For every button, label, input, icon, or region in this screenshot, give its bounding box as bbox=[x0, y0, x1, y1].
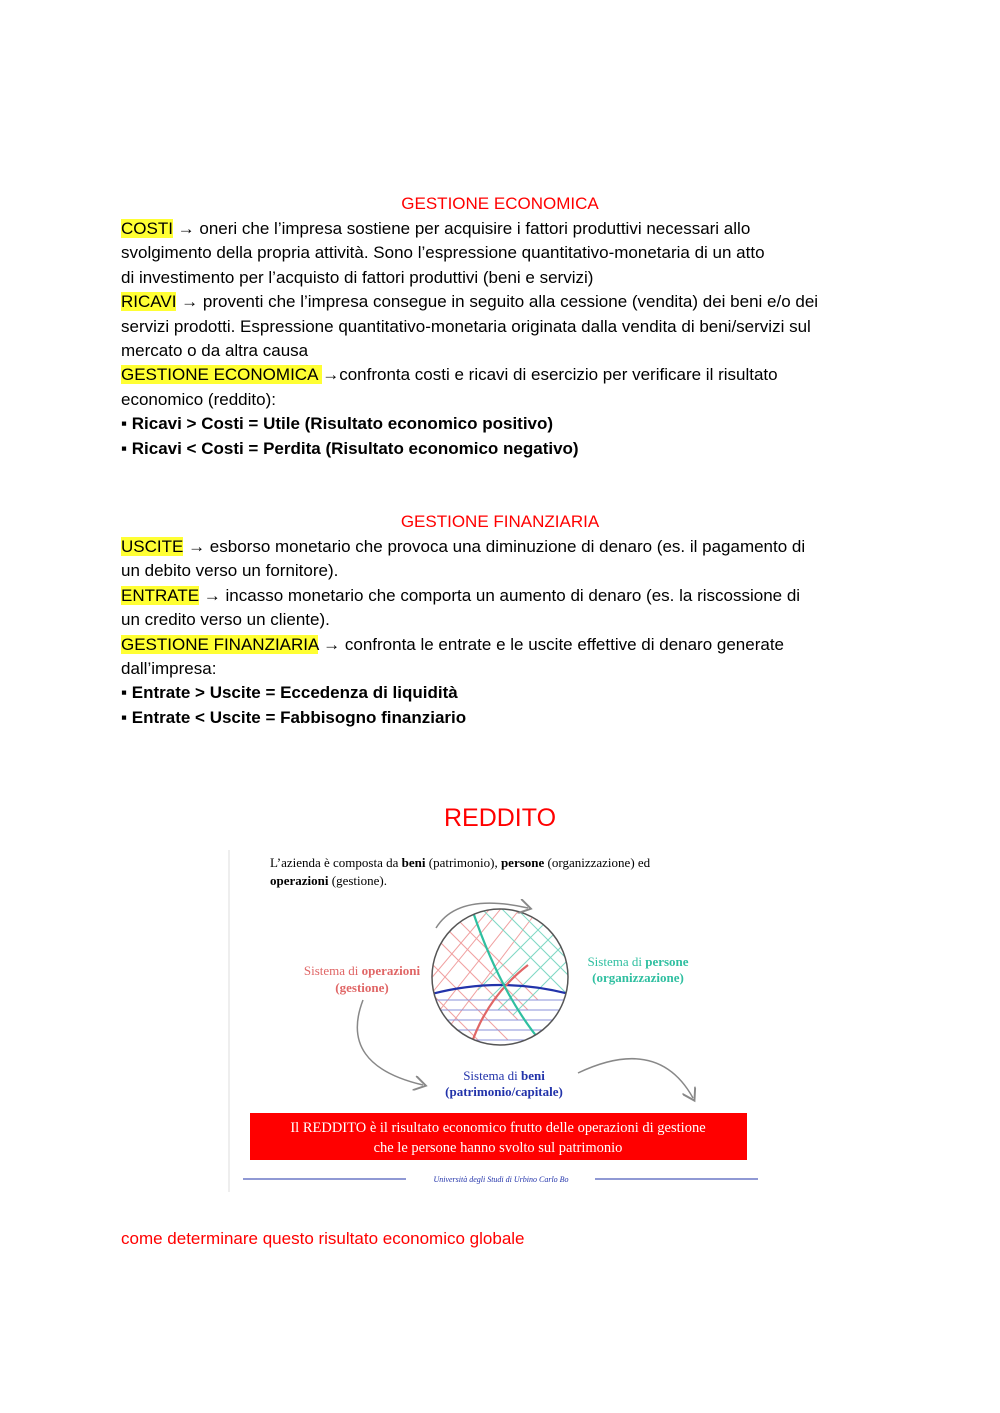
reddito-box-line-2: che le persone hanno svolto sul patrimonio bbox=[373, 1140, 623, 1156]
gestione-economica-line-1 bbox=[121, 363, 891, 387]
gestione-economica-text-1: →confronta costi e ricavi di esercizio per verificare il risultato bbox=[322, 365, 778, 385]
gestione-economica-term: GESTIONE ECONOMICA bbox=[121, 365, 323, 385]
persone-label-1: Sistema di persone bbox=[587, 954, 689, 969]
footer-university: Università degli Studi di Urbino Carlo Bo bbox=[433, 1175, 569, 1184]
costi-line-2: svolgimento della propria attività. Sono l’espressione quantitativo-monetaria di un atto bbox=[121, 243, 765, 263]
ricavi-term: RICAVI bbox=[121, 292, 177, 312]
ricavi-text-1: → proventi che l’impresa consegue in seguito alla cessione (vendita) dei beni e/o dei bbox=[176, 292, 819, 312]
finanziaria-bullet-2: ▪ Entrate < Uscite = Fabbisogno finanziario bbox=[121, 707, 467, 727]
economica-bullet-1: ▪ Ricavi > Costi = Utile (Risultato economico positivo) bbox=[121, 414, 554, 434]
left-arrow bbox=[357, 1000, 423, 1085]
beni-label-1: Sistema di beni bbox=[463, 1068, 545, 1083]
economica-title: GESTIONE ECONOMICA bbox=[401, 194, 599, 213]
reddito-diagram bbox=[228, 850, 758, 1192]
figure-intro-line-1: L’azienda è composta da beni (patrimonio), persone (organizzazione) ed bbox=[270, 855, 651, 870]
closing-note: come determinare questo risultato economico globale bbox=[121, 1229, 525, 1248]
entrate-line-2: un credito verso un cliente). bbox=[121, 610, 330, 630]
figure-intro-line-2: operazioni (gestione). bbox=[270, 873, 387, 888]
finanziaria-title: GESTIONE FINANZIARIA bbox=[400, 512, 600, 531]
gestione-finanziaria-term: GESTIONE FINANZIARIA bbox=[121, 634, 319, 654]
economica-section bbox=[121, 217, 891, 461]
uscite-text-1: → esborso monetario che provoca una diminuzione di denaro (es. il pagamento di bbox=[183, 537, 806, 556]
costi-line-3: di investimento per l’acquisto di fattori produttivi (beni e servizi) bbox=[121, 267, 594, 287]
reddito-title: REDDITO bbox=[443, 804, 557, 832]
reddito-figure bbox=[228, 850, 758, 1192]
finanziaria-section bbox=[121, 535, 891, 730]
beni-label-2: (patrimonio/capitale) bbox=[445, 1084, 563, 1099]
uscite-term: USCITE bbox=[121, 537, 184, 556]
costi-term: COSTI bbox=[121, 219, 173, 238]
ricavi-line-2: servizi prodotti. Espressione quantitativo-monetaria originata dalla vendita di beni/servizi sul bbox=[121, 316, 811, 336]
gestione-finanziaria-line-1 bbox=[121, 633, 891, 657]
costi-text-1: → oneri che l’impresa sostiene per acquisire i fattori produttivi necessari allo bbox=[172, 219, 751, 238]
uscite-line-2: un debito verso un fornitore). bbox=[121, 561, 339, 581]
entrate-line-1 bbox=[121, 584, 891, 608]
ricavi-line-1 bbox=[121, 290, 891, 314]
gestione-economica-line-2: economico (reddito): bbox=[121, 389, 276, 409]
persone-label-2: (organizzazione) bbox=[592, 970, 684, 985]
ricavi-line-3: mercato o da altra causa bbox=[121, 341, 309, 361]
reddito-box-line-1: Il REDDITO è il risultato economico frutto delle operazioni di gestione bbox=[290, 1120, 706, 1136]
entrate-text-1: → incasso monetario che comporta un aumento di denaro (es. la riscossione di bbox=[199, 585, 801, 605]
finanziaria-bullet-1: ▪ Entrate > Uscite = Eccedenza di liquidità bbox=[121, 683, 458, 703]
entrate-term: ENTRATE bbox=[121, 585, 200, 605]
bottom-right-arrow bbox=[578, 1059, 693, 1098]
gestione-finanziaria-text-1: → confronta le entrate e le uscite effettive di denaro generate bbox=[318, 634, 785, 654]
economica-bullet-2: ▪ Ricavi < Costi = Perdita (Risultato economico negativo) bbox=[121, 438, 579, 458]
gestione-finanziaria-line-2: dall’impresa: bbox=[121, 659, 217, 679]
uscite-line-1 bbox=[121, 535, 891, 559]
operazioni-label-2: (gestione) bbox=[335, 980, 389, 995]
costi-line-1 bbox=[121, 217, 891, 241]
operazioni-label-1: Sistema di operazioni bbox=[303, 963, 421, 978]
